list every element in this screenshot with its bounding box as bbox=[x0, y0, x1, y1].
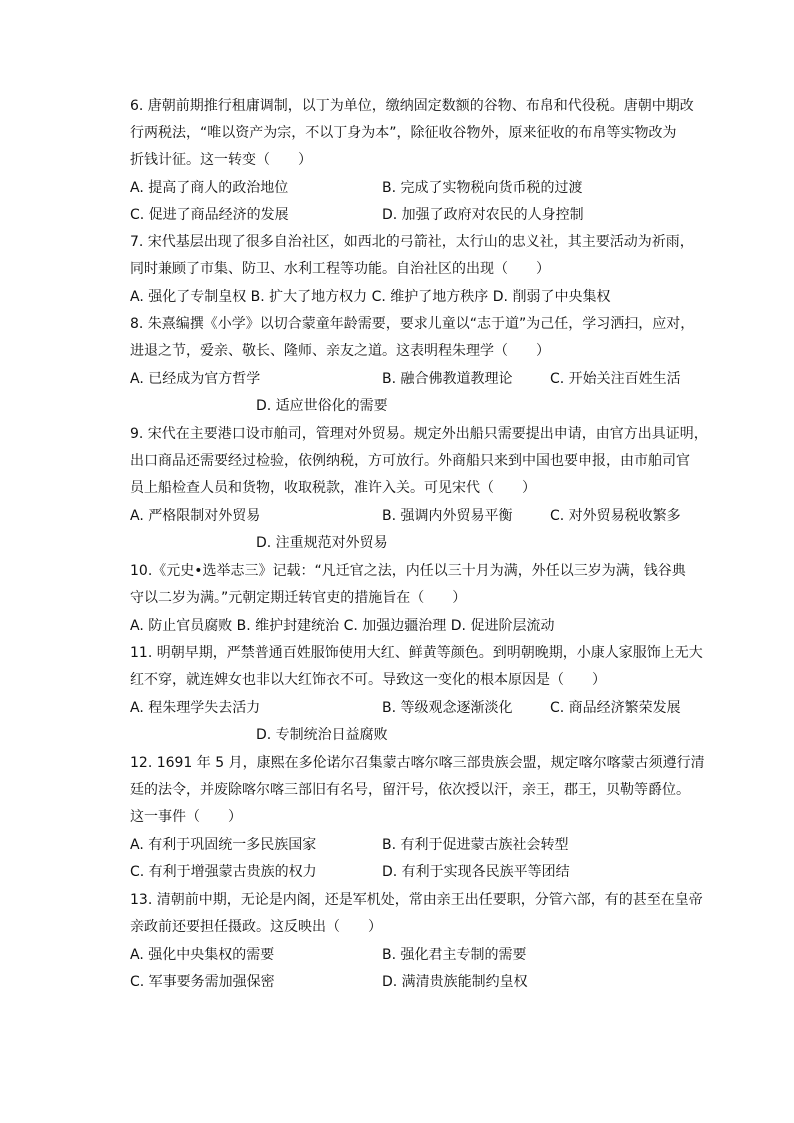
question-13-line-2: 亲政前还要担任摄政。这反映出（ ） bbox=[130, 919, 382, 935]
question-12-line-1: 12. 1691 年 5 月，康熙在多伦诺尔召集蒙古喀尔喀三部贵族会盟，规定喀尔喀蒙古须遵行清 bbox=[130, 755, 705, 771]
question-11-line-2: 红不穿，就连婢女也非以大红饰衣不可。导致这一变化的根本原因是（ ） bbox=[130, 672, 606, 688]
question-6-line-2: 行两税法，“唯以资产为宗，不以丁身为本”，除征收谷物外，原来征收的布帛等实物改为 bbox=[130, 125, 677, 141]
question-9-option-b: B. 强调内外贸易平衡 bbox=[382, 508, 513, 524]
question-12-option-d: D. 有利于实现各民族平等团结 bbox=[382, 864, 570, 880]
question-10-line-1: 10.《元史•选举志三》记载：“凡迁官之法，内任以三十月为满，外任以三岁为满，钱谷典 bbox=[130, 563, 686, 579]
question-13-option-d: D. 满清贵族能制约皇权 bbox=[382, 974, 528, 990]
question-9-option-a: A. 严格限制对外贸易 bbox=[130, 508, 261, 524]
question-9-option-c: C. 对外贸易税收繁多 bbox=[550, 508, 681, 524]
question-10-line-2: 守以二岁为满。”元朝定期迁转官吏的措施旨在（ ） bbox=[130, 590, 467, 606]
question-8-line-1: 8. 朱熹编撰《小学》以切合蒙童年龄需要，要求儿童以“志于道”为己任，学习洒扫，应对， bbox=[130, 316, 695, 332]
question-9-line-3: 员上船检查人员和货物，收取税款，准许入关。可见宋代（ ） bbox=[130, 480, 536, 496]
question-12-line-3: 这一事件（ ） bbox=[130, 809, 242, 825]
question-11-option-c: C. 商品经济繁荣发展 bbox=[550, 700, 681, 716]
question-11-option-a: A. 程朱理学失去活力 bbox=[130, 700, 261, 716]
question-8-option-c: C. 开始关注百姓生活 bbox=[550, 371, 681, 387]
question-6-line-3: 折钱计征。这一转变（ ） bbox=[130, 152, 312, 168]
question-6-option-a: A. 提高了商人的政治地位 bbox=[130, 180, 289, 196]
question-11-option-d: D. 专制统治日益腐败 bbox=[256, 727, 388, 743]
question-11-line-1: 11. 明朝早期，严禁普通百姓服饰使用大红、鲜黄等颜色。到明朝晚期，小康人家服饰上无大 bbox=[130, 645, 703, 661]
question-13-option-b: B. 强化君主专制的需要 bbox=[382, 947, 527, 963]
question-12-line-2: 廷的法令，并废除喀尔喀三部旧有名号，留汗号，依次授以汗，亲王，郡王，贝勒等爵位。 bbox=[130, 782, 690, 798]
question-6-option-b: B. 完成了实物税向货币税的过渡 bbox=[382, 180, 583, 196]
question-12-option-c: C. 有利于增强蒙古贵族的权力 bbox=[130, 864, 317, 880]
question-9-option-d: D. 注重规范对外贸易 bbox=[256, 535, 388, 551]
question-8-option-d: D. 适应世俗化的需要 bbox=[256, 398, 388, 414]
question-6-option-d: D. 加强了政府对农民的人身控制 bbox=[382, 207, 584, 223]
question-12-option-a: A. 有利于巩固统一多民族国家 bbox=[130, 837, 317, 853]
question-7-line-1: 7. 宋代基层出现了很多自治社区，如西北的弓箭社，太行山的忠义社，其主要活动为祈雨， bbox=[130, 234, 694, 250]
question-9-line-1: 9. 宋代在主要港口设市舶司，管理对外贸易。规定外出船只需要提出申请，由官方出具证明， bbox=[130, 426, 708, 442]
question-7-options: A. 强化了专制皇权 B. 扩大了地方权力 C. 维护了地方秩序 D. 削弱了中央集权 bbox=[130, 289, 611, 305]
question-6-option-c: C. 促进了商品经济的发展 bbox=[130, 207, 289, 223]
question-8-option-b: B. 融合佛教道教理论 bbox=[382, 371, 513, 387]
question-11-option-b: B. 等级观念逐渐淡化 bbox=[382, 700, 513, 716]
question-10-options: A. 防止官员腐败 B. 维护封建统治 C. 加强边疆治理 D. 促进阶层流动 bbox=[130, 618, 555, 634]
question-12-option-b: B. 有利于促进蒙古族社会转型 bbox=[382, 837, 569, 853]
question-8-line-2: 进退之节，爱亲、敬长、隆师、亲友之道。这表明程朱理学（ ） bbox=[130, 343, 550, 359]
question-9-line-2: 出口商品还需要经过检验，依例纳税，方可放行。外商船只来到中国也要申报，由市舶司官 bbox=[130, 453, 690, 469]
question-13-line-1: 13. 清朝前中期，无论是内阁，还是军机处，常由亲王出任要职，分管六部，有的甚至在皇帝 bbox=[130, 892, 703, 908]
question-7-line-2: 同时兼顾了市集、防卫、水利工程等功能。自治社区的出现（ ） bbox=[130, 261, 550, 277]
question-13-option-c: C. 军事要务需加强保密 bbox=[130, 974, 275, 990]
question-8-option-a: A. 已经成为官方哲学 bbox=[130, 371, 261, 387]
question-6-line-1: 6. 唐朝前期推行租庸调制，以丁为单位，缴纳固定数额的谷物、布帛和代役税。唐朝中期改 bbox=[130, 98, 694, 114]
question-13-option-a: A. 强化中央集权的需要 bbox=[130, 947, 275, 963]
